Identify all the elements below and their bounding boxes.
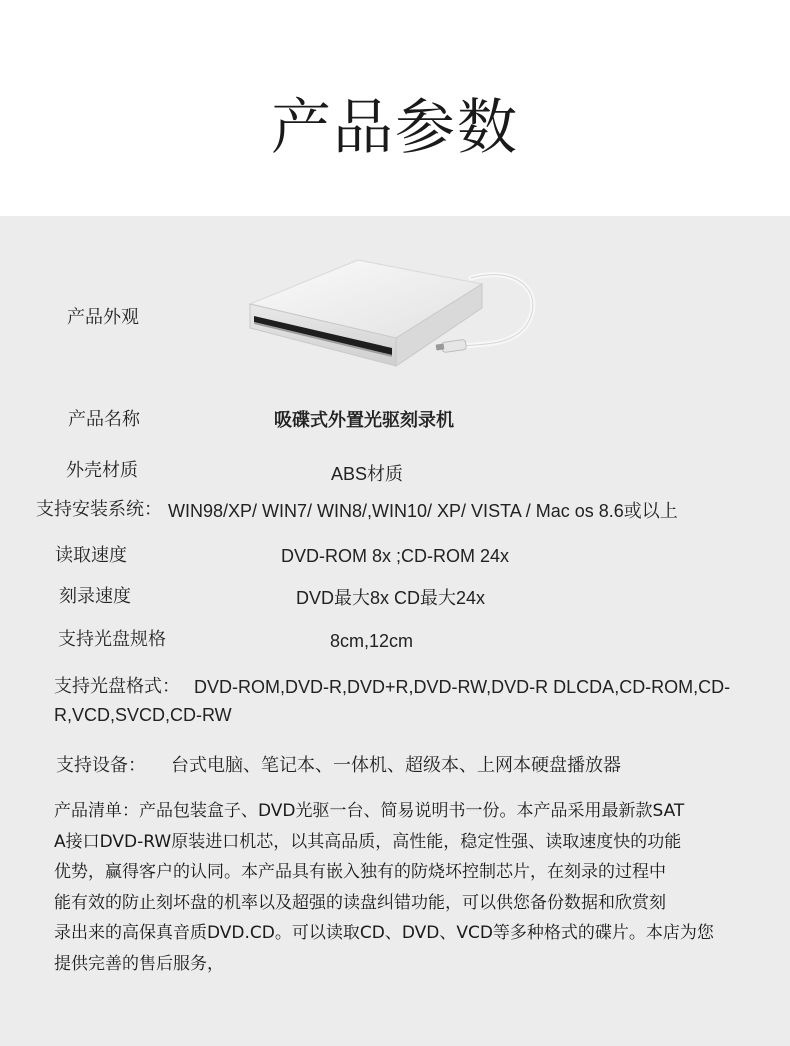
product-image (246, 256, 546, 371)
disc-size-value: 8cm,12cm (330, 631, 414, 651)
header-section (0, 0, 790, 216)
read-speed-label: 读取速度 (55, 545, 127, 566)
write-speed-label: 刻录速度 (59, 586, 131, 607)
material-value: ABS材质 (331, 464, 404, 484)
page-title: 产品参数 (271, 93, 519, 163)
disc-format-label: 支持光盘格式： (54, 676, 180, 697)
product-description (54, 796, 779, 979)
description-line: 能有效的防止刻坏盘的机率以及超强的读盘纠错功能，可以供您备份数据和欣赏刻 (54, 892, 666, 913)
read-speed-value: DVD-ROM 8x ;CD-ROM 24x (281, 546, 510, 566)
disc-format-value-line2: R,VCD,SVCD,CD-RW (54, 705, 232, 725)
description-line: 优势，赢得客户的认同。本产品具有嵌入独有的防烧坏控制芯片，在刻录的过程中 (54, 862, 666, 882)
name-label: 产品名称 (68, 409, 140, 430)
description-line: A接口DVD-RW原装进口机芯，以其高品质，高性能，稳定性强、读取速度快的功能 (54, 831, 682, 852)
description-line: 产品清单：产品包装盒子、DVD光驱一台、简易说明书一份。本产品采用最新款SAT (54, 801, 685, 821)
os-label: 支持安装系统： (36, 499, 162, 520)
disc-format-value-line1: DVD-ROM,DVD-R,DVD+R,DVD-RW,DVD-R DLCDA,CD-ROM,CD- (194, 677, 731, 697)
devices-label: 支持设备： (56, 755, 146, 776)
description-line: 提供完善的售后服务， (54, 953, 224, 974)
optical-drive-illustration (246, 256, 546, 371)
os-value: WIN98/XP/ WIN7/ WIN8/,WIN10/ XP/ VISTA / Mac os 8.6或以上 (168, 501, 678, 521)
appearance-label: 产品外观 (67, 307, 139, 328)
disc-size-label: 支持光盘规格 (58, 629, 166, 650)
material-label: 外壳材质 (66, 460, 138, 481)
devices-value: 台式电脑、笔记本、一体机、超级本、上网本硬盘播放器 (171, 755, 621, 776)
name-value: 吸碟式外置光驱刻录机 (274, 410, 454, 431)
write-speed-value: DVD最大8x CD最大24x (296, 588, 486, 608)
description-line: 录出来的高保真音质DVD.CD。可以读取CD、DVD、VCD等多种格式的碟片。本店为您 (54, 923, 714, 943)
